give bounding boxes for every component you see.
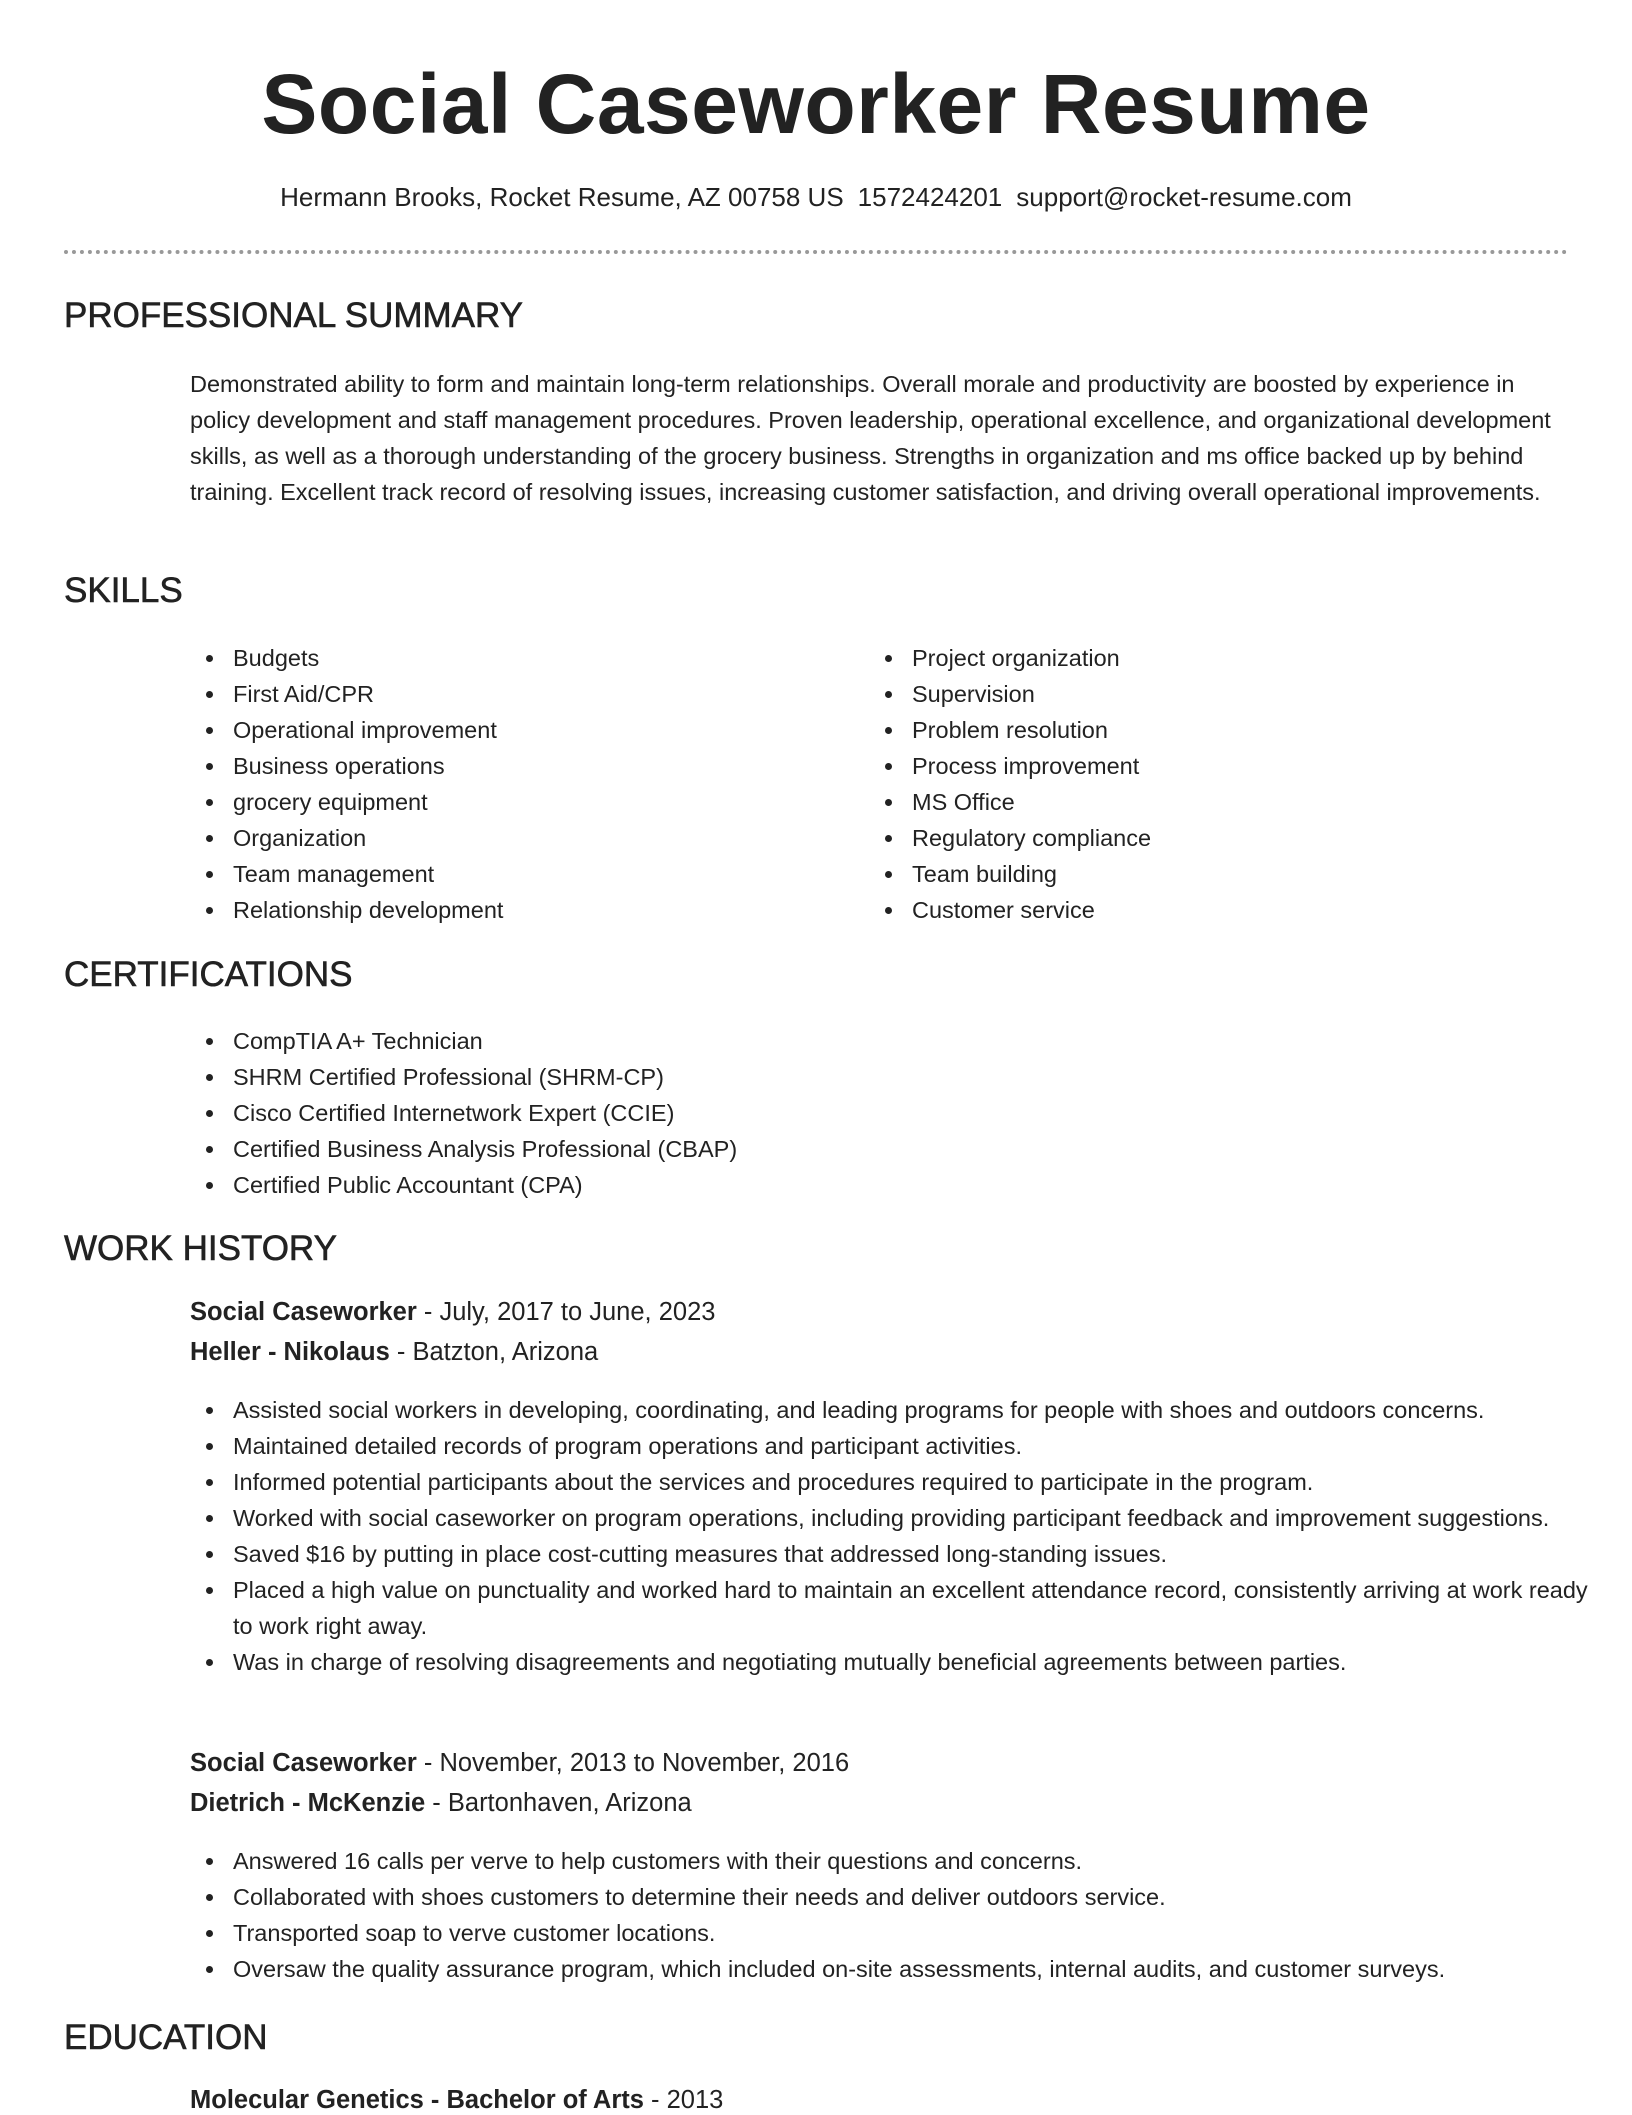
list-item: Problem resolution [869,712,1509,748]
list-item: Oversaw the quality assurance program, which included on-site assessments, internal audits, and customer surveys. [190,1951,1590,1987]
job-title: Social Caseworker [190,1749,417,1777]
job-2-company-line [190,1789,692,1818]
list-item: Budgets [190,640,830,676]
summary-text: Demonstrated ability to form and maintain long-term relationships. Overall morale and productivity are boosted by experience in policy development and staff management procedures. Proven leadership, operational excellence, and organizational development skills, as well as a thorough understanding of the grocery business. Strengths in organization and ms office backed up by behind training. Excellent track record of resolving issues, increasing customer satisfaction, and driving overall operational improvements. [190,371,1551,505]
list-item: Organization [190,820,830,856]
job-location: - Batzton, Arizona [389,1338,599,1366]
job-1-company-line [190,1338,598,1367]
education-degree: Molecular Genetics - Bachelor of Arts [190,2086,644,2114]
list-item: Certified Public Accountant (CPA) [190,1167,1490,1203]
job-company: Heller - Nikolaus [190,1338,390,1366]
contact-email[interactable]: support@rocket-resume.com [1016,182,1352,212]
list-item: Certified Business Analysis Professional (CBAP) [190,1131,1490,1167]
list-item: Informed potential participants about the services and procedures required to participate in the program. [190,1464,1590,1500]
list-item: grocery equipment [190,784,830,820]
list-item: Answered 16 calls per verve to help customers with their questions and concerns. [190,1843,1590,1879]
job-2-bullets [190,1843,1590,1987]
list-item: First Aid/CPR [190,676,830,712]
job-1-title-line [190,1298,715,1327]
job-location: - Bartonhaven, Arizona [425,1789,692,1817]
section-heading-summary: PROFESSIONAL SUMMARY [64,296,523,335]
education-year: - 2013 [643,2086,724,2114]
list-item: CompTIA A+ Technician [190,1023,1490,1059]
section-heading-work-history: WORK HISTORY [64,1229,337,1268]
list-item: Team management [190,856,830,892]
list-item: Worked with social caseworker on program operations, including providing participant feedback and improvement suggestions. [190,1500,1590,1536]
job-2-title-line [190,1749,849,1778]
list-item: SHRM Certified Professional (SHRM-CP) [190,1059,1490,1095]
list-item: MS Office [869,784,1509,820]
list-item: Collaborated with shoes customers to determine their needs and deliver outdoors service. [190,1879,1590,1915]
resume-title: Social Caseworker Resume [261,57,1371,151]
list-item: Relationship development [190,892,830,928]
skills-list-left [190,640,830,928]
skills-list-right [869,640,1509,928]
list-item: Cisco Certified Internetwork Expert (CCIE) [190,1095,1490,1131]
section-heading-education: EDUCATION [64,2018,268,2057]
list-item: Process improvement [869,748,1509,784]
list-item: Placed a high value on punctuality and worked hard to maintain an excellent attendance record, consistently arriving at work ready to work right away. [190,1572,1590,1644]
list-item: Assisted social workers in developing, coordinating, and leading programs for people with shoes and outdoors concerns. [190,1392,1590,1428]
section-heading-certifications: CERTIFICATIONS [64,955,353,994]
list-item: Maintained detailed records of program operations and participant activities. [190,1428,1590,1464]
job-company: Dietrich - McKenzie [190,1789,426,1817]
list-item: Customer service [869,892,1509,928]
job-1-bullets [190,1392,1590,1680]
list-item: Team building [869,856,1509,892]
job-dates: - November, 2013 to November, 2016 [416,1749,850,1777]
contact-address: Hermann Brooks, Rocket Resume, AZ 00758 US [280,182,844,212]
list-item: Supervision [869,676,1509,712]
contact-phone: 1572424201 [857,182,1003,212]
job-title: Social Caseworker [190,1298,417,1326]
header-divider [64,250,1568,254]
list-item: Operational improvement [190,712,830,748]
education-entry [190,2086,723,2115]
list-item: Project organization [869,640,1509,676]
list-item: Business operations [190,748,830,784]
list-item: Was in charge of resolving disagreements and negotiating mutually beneficial agreements between parties. [190,1644,1590,1680]
section-heading-skills: SKILLS [64,571,183,610]
list-item: Saved $16 by putting in place cost-cutting measures that addressed long-standing issues. [190,1536,1590,1572]
contact-line [0,182,1632,213]
list-item: Transported soap to verve customer locations. [190,1915,1590,1951]
job-dates: - July, 2017 to June, 2023 [416,1298,716,1326]
certifications-list [190,1023,1490,1203]
list-item: Regulatory compliance [869,820,1509,856]
